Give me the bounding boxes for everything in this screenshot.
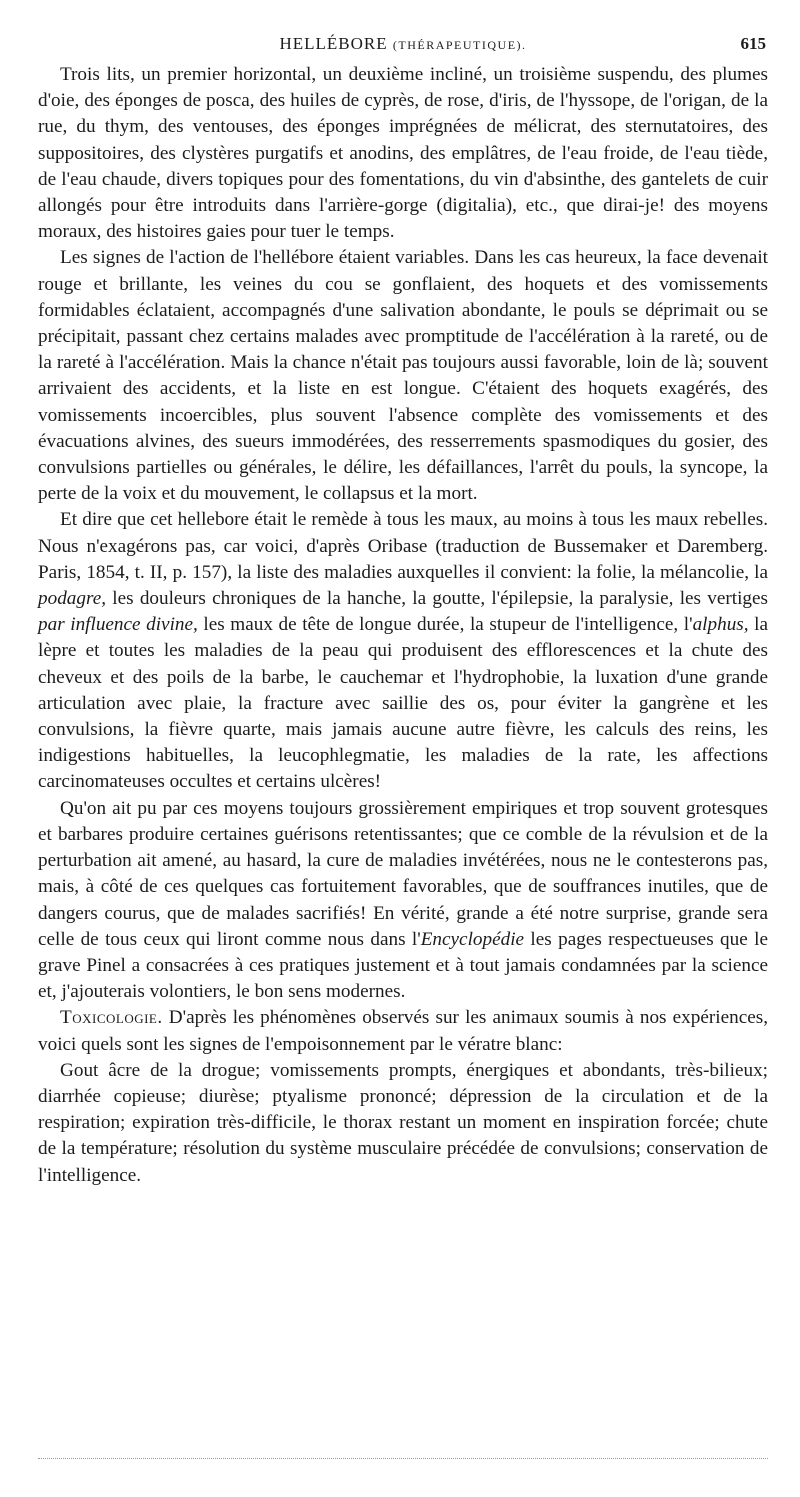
paragraph-critique (38, 796, 768, 1006)
paragraph-toxicologie (38, 1005, 768, 1057)
paragraph-indications-text-2: les douleurs chroniques de la hanche, la goutte, l'épilepsie, la paralysie, les vertiges (106, 588, 768, 610)
paragraph-indications-text-4: la lèpre et toutes les maladies de la peau qui produisent des efflorescences et la chute des cheveux et des poils de la barbe, le cauchemar et l'hydrophobie, la luxation d'une grande articulation avec plaie, la fracture avec saillie des os, pour éviter la gangrène et les convulsions, la fièvre quarte, mais jamais aucune autre fièvre, les calculs des reins, les indigestions habituelles, la leucophlegmatie, les maladies de la rate, les affections carcinomateuses occultes et certains ulcères! (38, 614, 768, 793)
section-heading-toxicologie: Toxicologie. (60, 1007, 163, 1029)
running-head (38, 34, 768, 58)
running-title (38, 34, 768, 54)
italic-podagre: podagre, (38, 588, 107, 610)
body-text (38, 62, 768, 1189)
paragraph-indications (38, 507, 768, 795)
paragraph-critique-text-2: les pages respectueuses que le grave Pinel a consacrées à ces pratiques justement et à tout jamais condamnées par la science et, j'ajouterais volontiers, le bon sens modernes. (38, 928, 768, 1003)
paragraph-indications-text-1: Et dire que cet hellebore était le remède à tous les maux, au moins à tous les maux rebelles. Nous n'exagérons pas, car voici, d'après Oribase (traduction de Bussemaker et Daremberg. Paris, 1854, t. II, p. 157), la liste des maladies auxquelles il convient: la folie, la mélancolie, la (38, 509, 768, 583)
paragraph-poisoning-signs: Gout âcre de la drogue; vomissements prompts, énergiques et abondants, très-bilieux; diarrhée copieuse; diurèse; ptyalisme prononcé; dépression de la circulation et de la respiration; expiration très-difficile, le thorax restant un moment en inspiration forcée; chute de la température; résolution du système musculaire précédée de convulsions; conservation de l'intelligence. (38, 1059, 768, 1186)
running-title-subtitle: (THÉRAPEUTIQUE). (392, 38, 527, 52)
paragraph-critique-text-1: Qu'on ait pu par ces moyens toujours grossièrement empiriques et trop souvent grotesques et barbares produire certaines guérisons retentissantes; que ce comble de la révulsion et de la perturbation ait amené, au hasard, la cure de maladies invétérées, nous ne le contesterons pas, mais, à côté de ces quelques cas fortuitement favorables, que de souffrances inutiles, que de dangers courus, que de malades sacrifiés! En vérité, grande a été notre surprise, grande sera celle de tous ceux qui liront comme nous dans l' (38, 797, 768, 950)
bottom-dotted-rule (38, 1458, 768, 1459)
paragraph-treatment-apparatus: Trois lits, un premier horizontal, un deuxième incliné, un troisième suspendu, des plumes d'oie, des éponges de posca, des huiles de cyprès, de rose, d'iris, de l'hyssope, de l'origan, de la rue, du thym, des ventouses, des éponges imprégnées de mélicrat, des sternutatoires, des suppositoires, des clystères purgatifs et anodins, des emplâtres, de l'eau froide, de l'eau tiède, de l'eau chaude, divers topiques pour des fomentations, du vin d'absinthe, des gantelets de cuir allongés pour être introduits dans l'arrière-gorge (digitalia), etc., que dirai-je! des moyens moraux, des histoires gaies pour tuer le temps. (38, 64, 768, 243)
italic-encyclopedie: Encyclopédie (420, 928, 525, 950)
running-title-main: HELLÉBORE (279, 34, 388, 53)
paragraph-action-signs: Les signes de l'action de l'hellébore étaient variables. Dans les cas heureux, la face devenait rouge et brillante, les veines du cou se gonflaient, des hoquets et des vomissements formidables éclataient, accompagnés d'une salivation abondante, le pouls se déprimait ou se précipitait, passant chez certains malades avec promptitude de l'accélération à la rareté, ou de la rareté à l'accélération. Mais la chance n'était pas toujours aussi favorable, loin de là; souvent arrivaient des accidents, et la liste en est longue. C'étaient des hoquets exagérés, des vomissements incoercibles, plus souvent l'absence complète des vomissements et des évacuations alvines, des sueurs immodérées, des resserrements spasmodiques du gosier, des convulsions partielles ou générales, le délire, les défaillances, l'arrêt du pouls, la syncope, la perte de la voix et du mouvement, le collapsus et la mort. (38, 247, 768, 505)
italic-alphus: alphus, (692, 614, 749, 636)
paragraph-indications-text-3: les maux de tête de longue durée, la stupeur de l'intelligence, l' (197, 614, 693, 636)
page-number: 615 (740, 34, 766, 53)
italic-par-influence-divine: par influence divine, (38, 614, 198, 636)
paragraph-toxicologie-text: D'après les phénomènes observés sur les animaux soumis à nos expériences, voici quels sont les signes de l'empoisonnement par le vératre blanc: (38, 1007, 768, 1055)
